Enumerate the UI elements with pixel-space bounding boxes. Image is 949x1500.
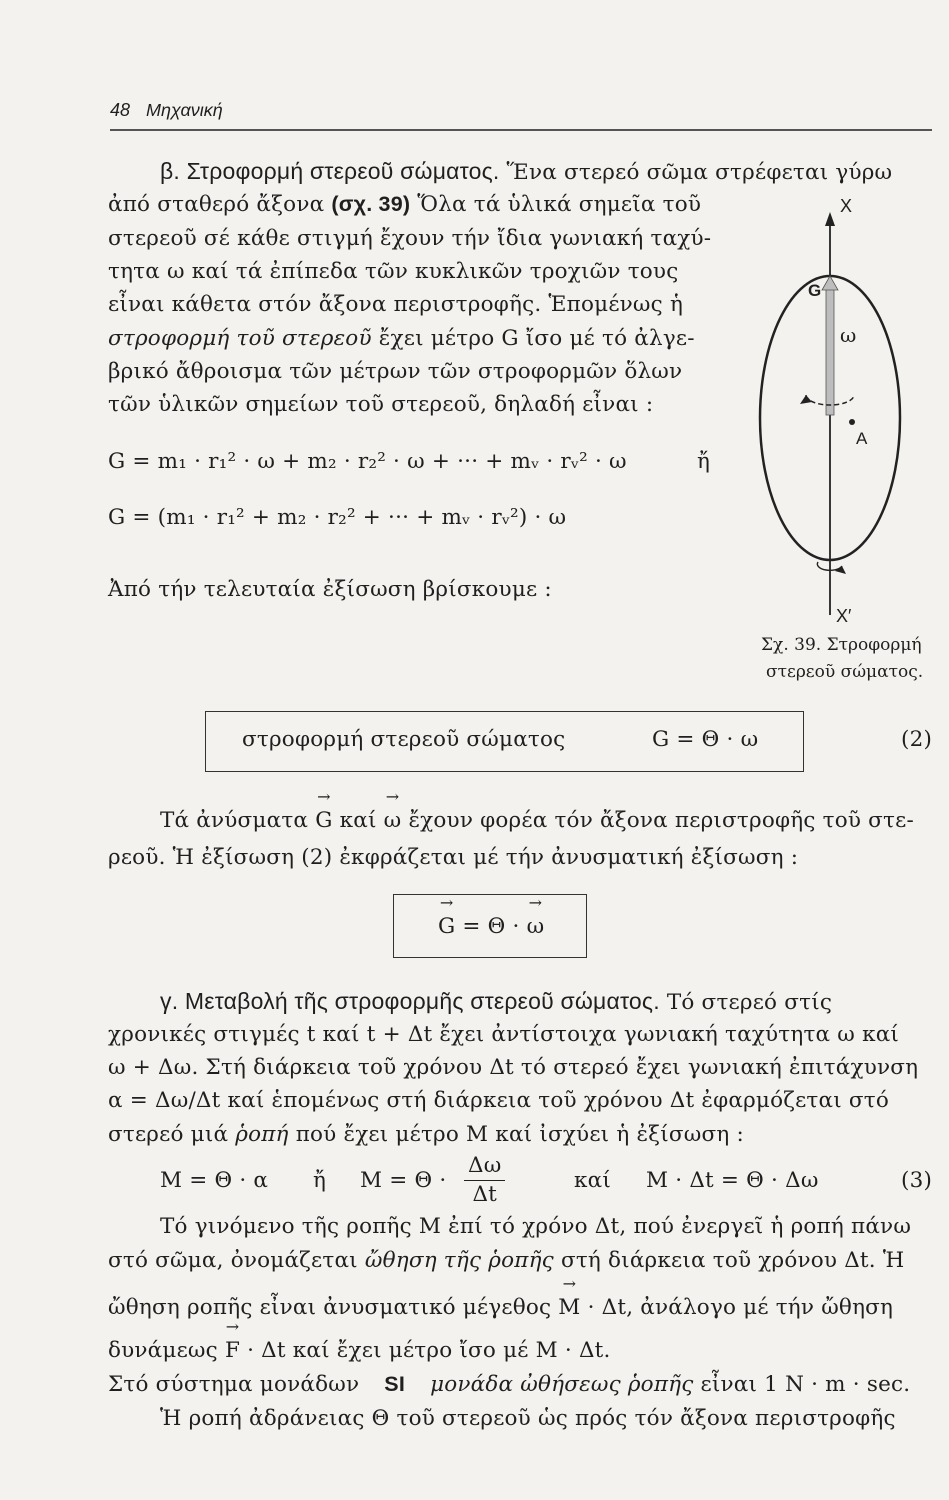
- final-paragraph-line5: [108, 1372, 910, 1397]
- section-b-heading: β. Στροφορμή στερεοῦ σώματος.: [160, 158, 500, 184]
- paragraph-text: εἶναι 1 N · m · sec.: [700, 1372, 911, 1397]
- paragraph-text: ὤθηση ροπῆς εἶναι ἀνυσματικό μέγεθος: [108, 1295, 552, 1320]
- vector-equation: [438, 914, 544, 939]
- paragraph-text: Τά ἀνύσματα: [160, 808, 309, 833]
- emphasis-term: μονάδα ὠθήσεως ῥοπῆς: [430, 1372, 694, 1397]
- page-number: 48: [110, 100, 131, 120]
- final-paragraph-line2: [108, 1248, 904, 1273]
- omega-label: ω: [840, 323, 857, 347]
- vector-f-symbol: → F: [225, 1338, 240, 1363]
- section-b-line3: στερεοῦ σέ κάθε στιγμή ἔχουν τήν ἴδια γωνιακή ταχύ-: [108, 226, 712, 251]
- paragraph-text: στό σῶμα, ὀνομάζεται: [108, 1248, 358, 1273]
- section-b-line5: [108, 292, 683, 317]
- boxed-equation-label: στροφορμή στερεοῦ σώματος: [242, 727, 566, 752]
- section-c-line5: [108, 1122, 744, 1147]
- equation-middle: = Θ ·: [462, 914, 520, 939]
- equation-1: G = m₁ · r₁² · ω + m₂ · r₂² · ω + ··· + mᵥ · rᵥ² · ω: [108, 449, 627, 474]
- paragraph-text: δυνάμεως: [108, 1338, 218, 1363]
- vector-omega-symbol: → ω: [527, 914, 545, 939]
- point-label-a: A: [856, 429, 868, 448]
- paragraph-text: Στό σύστημα μονάδων: [108, 1372, 360, 1397]
- boxed-equation-formula: G = Θ · ω: [652, 727, 759, 752]
- section-c-line2: χρονικές στιγμές t καί t + Δt ἔχει ἀντίστοιχα γωνιακή ταχύτητα ω καί: [108, 1022, 900, 1047]
- section-c-heading: γ. Μεταβολή τῆς στροφορμῆς στερεοῦ σώματος.: [160, 988, 660, 1014]
- vector-m-symbol: → M: [558, 1295, 580, 1320]
- equation-3-part3: Μ · Δt = Θ · Δω: [646, 1168, 819, 1193]
- equation-3-part2: Μ = Θ ·: [360, 1168, 447, 1193]
- section-c-text: πού ἔχει μέτρο Μ καί ἰσχύει ἡ ἐξίσωση :: [295, 1122, 744, 1147]
- equation-1-or: ἤ: [697, 449, 711, 474]
- final-paragraph-line6: Ἡ ροπή ἀδράνειας Θ τοῦ στερεοῦ ὡς πρός τόν ἄξονα περιστροφῆς: [160, 1406, 896, 1431]
- section-b-text: Ὅλα τά ὑλικά σημεῖα τοῦ: [417, 192, 702, 217]
- section-b-text: ἔχει μέτρο G ἴσο μέ τό ἀλγε-: [378, 326, 695, 351]
- fraction-denominator: Δt: [472, 1182, 498, 1207]
- emphasis-term: ῥοπή: [235, 1122, 289, 1147]
- section-b-line4: τητα ω καί τά ἐπίπεδα τῶν κυκλικῶν τροχιῶν τους: [108, 259, 679, 284]
- section-b-text: ἀπό σταθερό ἄξονα: [108, 192, 325, 217]
- equation-number-3: (3): [901, 1168, 933, 1193]
- section-b-line8: τῶν ὑλικῶν σημείων τοῦ στερεοῦ, δηλαδή εἶναι :: [108, 392, 654, 417]
- vector-omega-symbol: → ω: [384, 808, 402, 833]
- emphasis-term: στροφορμή τοῦ στερεοῦ: [108, 326, 372, 351]
- section-c-text: στερεό μιά: [108, 1122, 229, 1147]
- section-b-line2: [108, 192, 701, 217]
- vector-paragraph-line1: [160, 808, 914, 833]
- header-rule: [110, 129, 932, 131]
- equation-3-or: ἤ: [313, 1168, 327, 1193]
- figure-39: [740, 190, 940, 640]
- figure-ref: (σχ. 39): [331, 192, 411, 216]
- axis-arrowhead: [825, 212, 835, 226]
- axis-label-x: X: [840, 196, 853, 216]
- section-b-text: Ἕνα στερεό σῶμα στρέφεται γύρω: [506, 160, 893, 185]
- running-title: Μηχανική: [146, 100, 223, 120]
- section-b-text: ἡ: [669, 292, 684, 317]
- rotation-arc-arrowhead: [800, 395, 812, 404]
- figure-caption-line2: στερεοῦ σώματος.: [766, 662, 924, 682]
- lower-arc-arrowhead: [835, 566, 846, 574]
- angular-momentum-arrowhead: [822, 276, 838, 290]
- point-a-marker: [849, 419, 855, 425]
- section-c-line3: ω + Δω. Στή διάρκεια τοῦ χρόνου Δt τό στερεό ἔχει γωνιακή ἐπιτάχυνση: [108, 1055, 919, 1080]
- vector-label-g: G: [808, 281, 822, 300]
- equation-number-2: (2): [901, 727, 933, 752]
- after-equation-text: Ἀπό τήν τελευταία ἐξίσωση βρίσκουμε :: [108, 577, 552, 602]
- paragraph-text: ἔχουν φορέα τόν ἄξονα περιστροφῆς τοῦ στε-: [408, 808, 914, 833]
- paragraph-text: · Δt καί ἔχει μέτρο ἴσο μέ Μ · Δt.: [247, 1338, 611, 1363]
- angular-momentum-vector: [826, 285, 834, 415]
- equation-3-fraction: [460, 1152, 509, 1209]
- vector-g-symbol: → G: [438, 914, 455, 939]
- equation-2: G = (m₁ · r₁² + m₂ · r₂² + ··· + mᵥ · rᵥ²) · ω: [108, 505, 567, 530]
- fraction-numerator: Δω: [464, 1152, 505, 1181]
- final-paragraph-line4: [108, 1338, 611, 1363]
- equation-3-and: καί: [574, 1168, 611, 1193]
- paragraph-text: καί: [339, 808, 377, 833]
- section-b-text: εἶναι κάθετα στόν ἄξονα περιστροφῆς. Ἑπομένως: [108, 292, 663, 317]
- section-b-line1: [160, 158, 892, 185]
- section-c-line1: [160, 988, 832, 1015]
- section-c-text: Τό στερεό στίς: [666, 990, 833, 1015]
- section-c-line4: α = Δω/Δt καί ἑπομένως στή διάρκεια τοῦ χρόνου Δt ἐφαρμόζεται στό: [108, 1088, 890, 1113]
- final-paragraph-line1: Τό γινόμενο τῆς ροπῆς Μ ἐπί τό χρόνο Δt, πού ἐνεργεῖ ἡ ροπή πάνω: [160, 1214, 912, 1239]
- equation-3-part1: Μ = Θ · α: [160, 1168, 269, 1193]
- si-unit-system: SI: [384, 1372, 406, 1396]
- emphasis-term: ὤθηση τῆς ῥοπῆς: [364, 1248, 554, 1273]
- section-b-line7: βρικό ἄθροισμα τῶν μέτρων τῶν στροφορμῶν ὅλων: [108, 359, 683, 384]
- axis-label-x-prime: X′: [836, 606, 852, 626]
- section-b-line6: [108, 326, 695, 351]
- paragraph-text: · Δt, ἀνάλογο μέ τήν ὤθηση: [587, 1295, 894, 1320]
- figure-caption-line1: Σχ. 39. Στροφορμή: [761, 635, 922, 655]
- vector-paragraph-line2: ρεοῦ. Ἡ ἐξίσωση (2) ἐκφράζεται μέ τήν ἀνυσματική ἐξίσωση :: [108, 845, 799, 870]
- vector-g-symbol: → G: [315, 808, 332, 833]
- paragraph-text: στή διάρκεια τοῦ χρόνου Δt. Ἡ: [560, 1248, 905, 1273]
